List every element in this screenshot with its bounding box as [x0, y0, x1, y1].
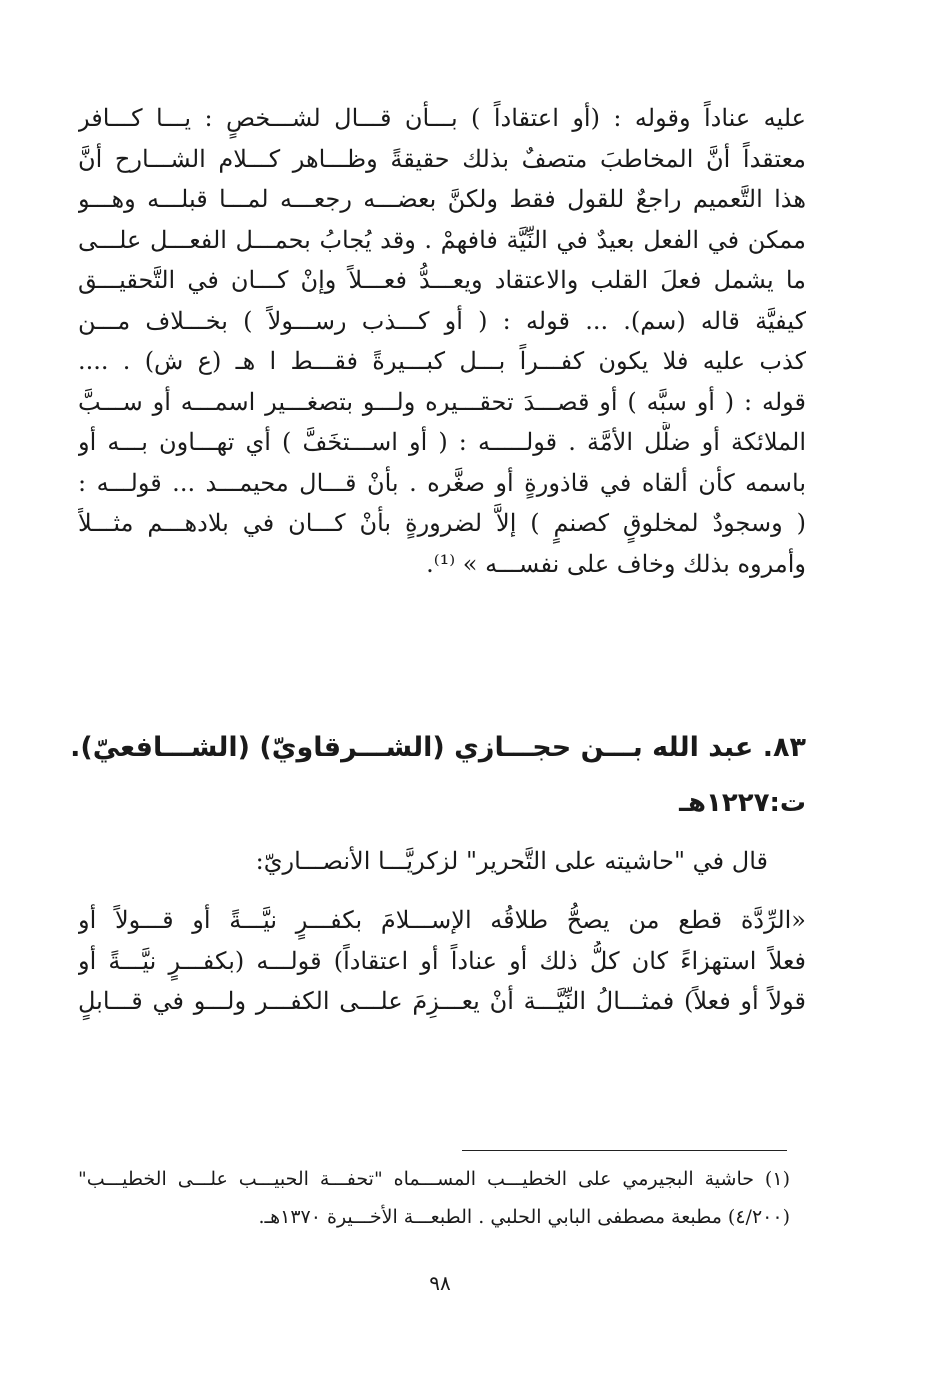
text-line: فعلاً استهزاءً كان كلُّ ذلك أو عناداً أو اعتقاداً) قولـــه (بكفـــرٍ نيَّـــةً أو [78, 946, 806, 975]
entry-heading: ٨٣. عبد الله بـــن حجـــازي (الشـــرقاويّ) (الشـــافعيّ). [70, 732, 806, 763]
footnotes [78, 1160, 790, 1236]
text-line: قوله : ( أو سبَّه ) أو قصـــدَ تحقـــيره ولـــو بتصغـــير اسمـــه أو ســـبَّ [78, 387, 806, 416]
commentary-paragraph [78, 98, 806, 584]
text-line: ( وسجودٌ لمخلوقٍ كصنمٍ ) إلاَّ لضرورةٍ بأنْ كـــان في بلادهـــم مثـــلاً [78, 509, 806, 537]
footnote-divider [462, 1150, 787, 1151]
text-line: ممكن في الفعل بعيدٌ في النِّيَّة فافهمْ . وقد يُجابُ بحمـــل الفعـــل علـــى [78, 225, 806, 254]
quote-intro: قال في "حاشيته على التَّحرير" لزكريَّـــا الأنصـــاريّ: [255, 847, 768, 875]
text-line: ما يشمل فعلَ القلب والاعتقاد ويعـــدُّ فعـــلاً وإنْ كـــان في التَّحقيـــق [78, 266, 806, 294]
text-line: عليه عناداً وقوله : (أو اعتقاداً ) بـــأن قـــال لشـــخصٍ : يـــا كـــافر [78, 104, 806, 132]
text-line: كيفيَّة قاله (سم). ... قوله : ( أو كـــذب رســـولاً ) بخـــلاف مـــن [78, 306, 806, 335]
text-line: «الرِّدَّة قطع من يصحُّ طلاقُه الإســـلامَ بكفـــرٍ نيَّـــةً أو قـــولاً أو [78, 906, 806, 934]
text-line: هذا التَّعميم راجعٌ للقول فقط ولكنَّ بعضـــه رجعـــه لمـــا قبلـــه وهـــو [78, 185, 806, 213]
text-line: وأمروه بذلك وخاف على نفســـه » ⁽¹⁾. [426, 549, 806, 578]
text-line: قولاً أو فعلاً) فمثـــالُ النِّيَّـــة أنْ يعـــزِمَ علـــى الكفـــر ولـــو في قـــابلٍ [78, 987, 806, 1015]
text-line: الملائكة أو ضلَّل الأمَّة . قولـــــه : ( أو اســـتخَفَّ ) أي تهـــاون بـــه أو [78, 428, 806, 456]
text-line: معتقداً أنَّ المخاطبَ متصفٌ بذلك حقيقةً وظـــاهر كـــلام الشـــارح أنَّ [78, 144, 806, 173]
entry-death-date: ت:١٢٢٧هـ [679, 788, 806, 818]
footnote-line: (٤/٢٠٠) مطبعة مصطفى البابي الحلبي . الطبعـــة الأخـــيرة ١٣٧٠هـ. [258, 1206, 790, 1228]
text-line: كذب عليه فلا يكون كفـــراً بـــل كبـــيرةً فقـــط ا هـ (ع ش) . .... [78, 347, 806, 375]
quoted-paragraph [78, 900, 806, 1022]
page-number: ٩٨ [429, 1271, 451, 1295]
text-line: باسمه كأن ألقاه في قاذورةٍ أو صغَّره . بأنْ قـــال محيمـــد ... قولـــه : [78, 468, 806, 497]
footnote-line: (١) حاشية البجيرمي على الخطيـــب المســـماه "تحفـــة الحبيـــب علـــى الخطيـــب" [78, 1168, 790, 1190]
